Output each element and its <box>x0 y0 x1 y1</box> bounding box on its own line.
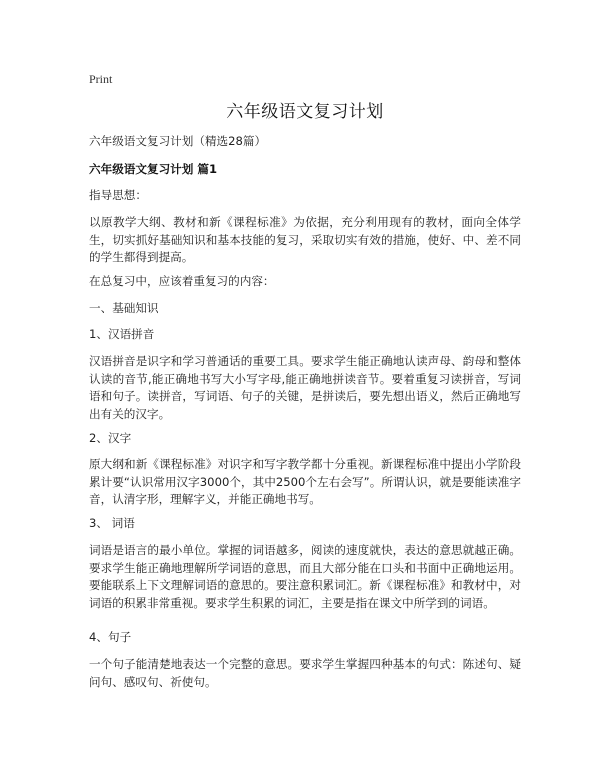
section-heading: 六年级语文复习计划 篇1 <box>89 162 218 176</box>
heading-sentences: 4、句子 <box>89 630 132 644</box>
heading-basic-knowledge: 一、基础知识 <box>89 301 159 315</box>
document-title: 六年级语文复习计划 <box>226 102 384 122</box>
heading-pinyin: 1、汉语拼音 <box>89 327 155 341</box>
paragraph-guiding-thought: 指导思想： <box>89 188 147 202</box>
paragraph-review-content: 在总复习中，应该着重复习的内容： <box>89 274 275 288</box>
heading-words: 3、 词语 <box>89 516 135 530</box>
paragraph-hanzi: 原大纲和新《课程标准》对识字和写字教学都十分重视。新课程标准中提出小学阶段累计要“认识常用汉字3000个，其中2500个左右会写”。所谓认识，就是要能读准字音，认清字形，理解字义，并能正确地书写。 <box>89 457 521 506</box>
heading-hanzi: 2、汉字 <box>89 431 132 445</box>
print-label: Print <box>89 72 113 86</box>
paragraph-words: 词语是语言的最小单位。掌握的词语越多，阅读的速度就快，表达的意思就越正确。要求学生能正确地理解所学词语的意思，而且大部分能在口头和书面中正确地运用。要能联系上下文理解词语的意思的。要注意积累词汇。新《课程标准》和教材中，对词语的积累非常重视。要求学生积累的词汇，主要是指在课文中所学到的词语。 <box>89 543 521 610</box>
document-subtitle: 六年级语文复习计划（精选28篇） <box>89 134 267 148</box>
paragraph-basis: 以原教学大纲、教材和新《课程标准》为依据，充分利用现有的教材，面向全体学生，切实抓好基础知识和基本技能的复习，采取切实有效的措施，使好、中、差不同的学生都得到提高。 <box>89 215 521 264</box>
paragraph-sentences: 一个句子能清楚地表达一个完整的意思。要求学生掌握四种基本的句式：陈述句、疑问句、感叹句、祈使句。 <box>89 657 521 689</box>
paragraph-pinyin: 汉语拼音是识字和学习普通话的重要工具。要求学生能正确地认读声母、韵母和整体认读的音节,能正确地书写大小写字母,能正确地拼读音节。要着重复习读拼音，写词语和句子。读拼音，写词语、句子的关键，是拼读后，要先想出语义，然后正确地写出有关的汉字。 <box>89 354 521 421</box>
